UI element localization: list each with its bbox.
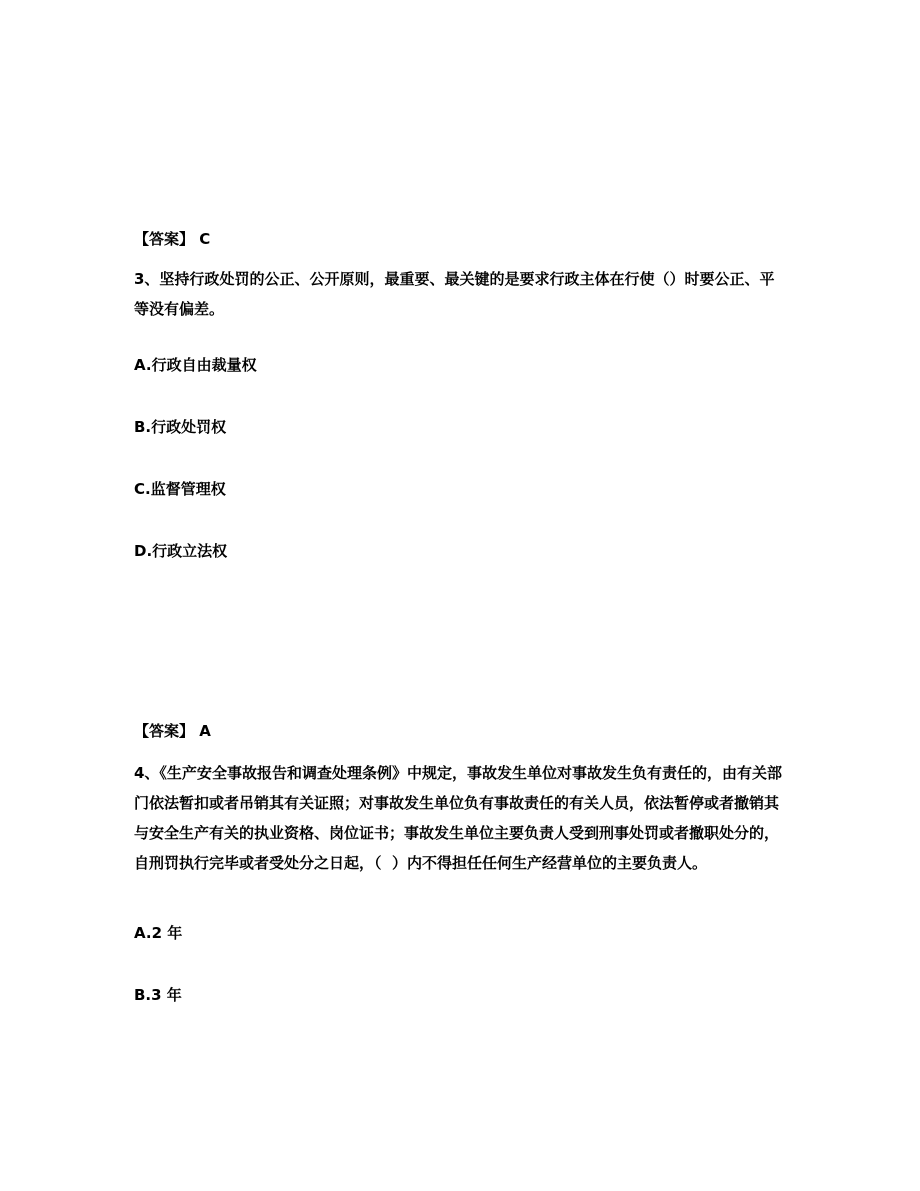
option-c-q3: C.监督管理权 xyxy=(134,480,226,498)
option-b-q4: B.3 年 xyxy=(134,986,182,1004)
question-4-stem: 4、《生产安全事故报告和调查处理条例》中规定，事故发生单位对事故发生负有责任的，由有关部门依法暂扣或者吊销其有关证照；对事故发生单位负有事故责任的有关人员，依法暂停或者撤销其与安全生产有关的执业资格、岗位证书；事故发生单位主要负责人受到刑事处罚或者撤职处分的，自刑罚执行完毕或者受处分之日起，（ ）内不得担任任何生产经营单位的主要负责人。 xyxy=(134,764,782,872)
question-3-stem: 3、坚持行政处罚的公正、公开原则，最重要、最关键的是要求行政主体在行使（）时要公正、平等没有偏差。 xyxy=(134,270,775,318)
option-a-q4: A.2 年 xyxy=(134,924,183,942)
option-d-q3: D.行政立法权 xyxy=(134,542,228,560)
option-a-q3: A.行政自由裁量权 xyxy=(134,356,257,374)
answer-label-q2: 【答案】 C xyxy=(134,230,211,248)
answer-label-q3: 【答案】 A xyxy=(134,722,211,740)
option-b-q3: B.行政处罚权 xyxy=(134,418,227,436)
